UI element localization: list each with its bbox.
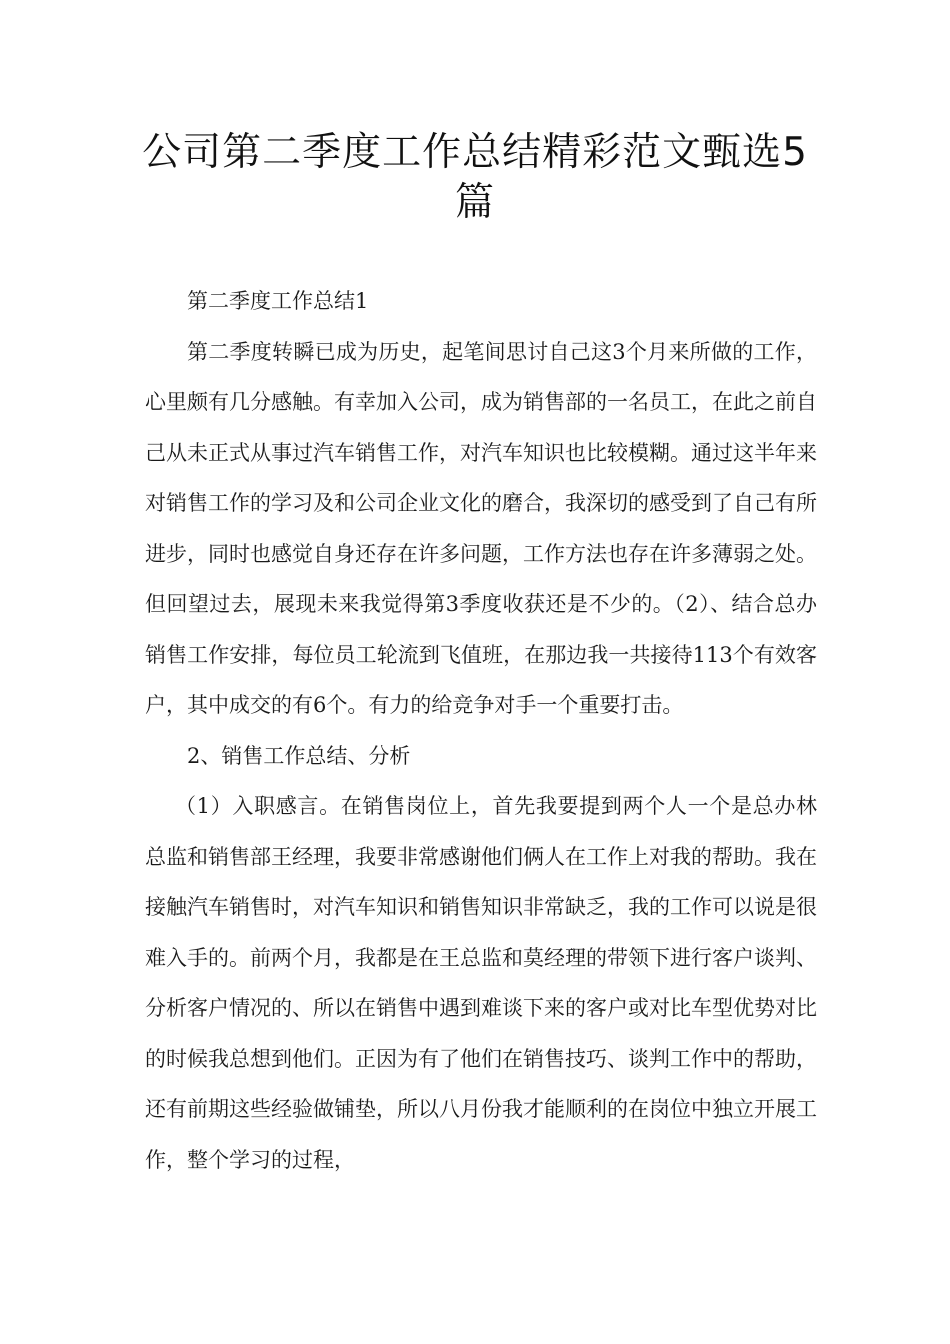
section-heading: 2、销售工作总结、分析 [187,743,411,768]
document-body [145,276,817,1185]
section-heading: 第二季度工作总结1 [187,289,369,313]
paragraph: 第二季度转瞬已成为历史，起笔间思讨自己这3个月来所做的工作，心里颇有几分感触。有幸加入公司，成为销售部的一名员工，在此之前自己从未正式从事过汽车销售工作，对汽车知识也比较模糊。通过这半年来对销售工作的学习及和公司企业文化的磨合，我深切的感受到了自己有所进步，同时也感觉自身还存在许多问题，工作方法也存在许多薄弱之处。但回望过去，展现未来我觉得第3季度收获还是不少的。（2）、结合总办销售工作安排，每位员工轮流到飞值班，在那边我一共接待113个有效客户，其中成交的有6个。有力的给竞争对手一个重要打击。 [145,339,817,717]
document-title: 公司第二季度工作总结精彩范文甄选5篇 [142,130,808,225]
paragraph: （1）入职感言。在销售岗位上，首先我要提到两个人一个是总办林总监和销售部王经理，我要非常感谢他们俩人在工作上对我的帮助。我在接触汽车销售时，对汽车知识和销售知识非常缺乏，我的工作可以说是很难入手的。前两个月，我都是在王总监和莫经理的带领下进行客户谈判、分析客户情况的、所以在销售中遇到难谈下来的客户或对比车型优势对比的时候我总想到他们。正因为有了他们在销售技巧、谈判工作中的帮助，还有前期这些经验做铺垫，所以八月份我才能顺利的在岗位中独立开展工作，整个学习的过程， [145,794,817,1172]
